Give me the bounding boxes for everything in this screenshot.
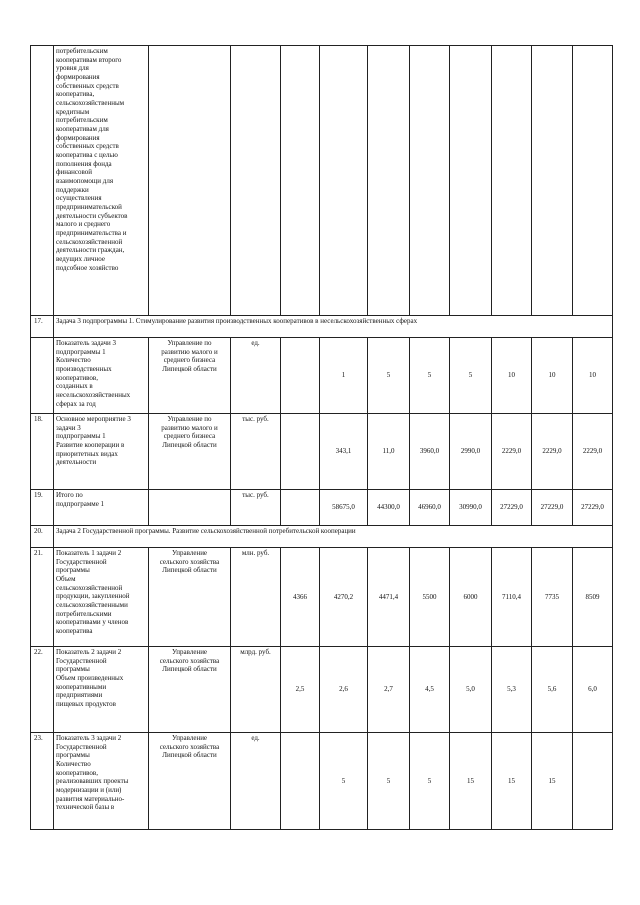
value-cell <box>410 46 450 316</box>
row-number: 17. <box>31 316 54 338</box>
value-cell: 2229,0 <box>532 414 573 490</box>
value-cell <box>573 46 613 316</box>
value-cell: 10 <box>573 338 613 414</box>
unit-of-measure: тыс. руб. <box>231 490 281 526</box>
unit-of-measure <box>231 46 281 316</box>
indicator-name: Итого по подпрограмме 1 <box>56 491 105 508</box>
responsible-cell <box>149 414 231 490</box>
value-cell: 5 <box>450 338 492 414</box>
row-number: 22. <box>31 647 54 733</box>
value-cell <box>281 338 320 414</box>
value-cell: 27229,0 <box>492 490 532 526</box>
value-cell: 10 <box>532 338 573 414</box>
indicator-name: Основное мероприятие 3 задачи 3 подпрограммы 1 Развитие кооперации в приоритетных видах деятельности <box>56 415 131 467</box>
value-cell: 15 <box>532 733 573 830</box>
row-number: 20. <box>31 526 54 548</box>
value-cell: 4471,4 <box>368 548 410 647</box>
value-cell: 7110,4 <box>492 548 532 647</box>
value-cell: 3960,0 <box>410 414 450 490</box>
responsible-cell <box>149 338 231 414</box>
value-cell: 5,0 <box>450 647 492 733</box>
indicator-name-cell <box>54 647 149 733</box>
value-cell: 1 <box>320 338 368 414</box>
indicator-name-cell <box>54 338 149 414</box>
indicator-name-cell <box>54 733 149 830</box>
table-row <box>31 548 613 647</box>
indicator-name-cell <box>54 548 149 647</box>
unit-of-measure: ед. <box>231 733 281 830</box>
value-cell: 8509 <box>573 548 613 647</box>
value-cell: 5,3 <box>492 647 532 733</box>
value-cell: 5500 <box>410 548 450 647</box>
responsible-cell <box>149 46 231 316</box>
row-number: 18. <box>31 414 54 490</box>
value-cell: 2229,0 <box>492 414 532 490</box>
value-cell <box>573 733 613 830</box>
value-cell <box>492 46 532 316</box>
value-cell: 58675,0 <box>320 490 368 526</box>
row-number: 23. <box>31 733 54 830</box>
value-cell: 2,6 <box>320 647 368 733</box>
value-cell <box>320 46 368 316</box>
row-number: 21. <box>31 548 54 647</box>
row-number <box>31 338 54 414</box>
section-title: Задача 2 Государственной программы. Развитие сельскохозяйственной потребительской кооперации <box>54 526 613 548</box>
value-cell: 2229,0 <box>573 414 613 490</box>
document-page <box>30 45 612 830</box>
value-cell: 4,5 <box>410 647 450 733</box>
indicator-name-cell <box>54 414 149 490</box>
value-cell: 5 <box>368 733 410 830</box>
value-cell: 2,5 <box>281 647 320 733</box>
value-cell: 343,1 <box>320 414 368 490</box>
table-row <box>31 733 613 830</box>
responsible-cell <box>149 490 231 526</box>
table-row <box>31 414 613 490</box>
indicator-name: Показатель 1 задачи 2 Государственной программы Объем сельскохозяйственной продукции, закупленной сельскохозяйственными потребительскими кооперативами у членов кооператива <box>56 549 130 636</box>
indicator-name: Показатель 2 задачи 2 Государственной программы Объем произведенных кооперативными предприятиями пищевых продуктов <box>56 648 124 709</box>
table-row <box>31 490 613 526</box>
value-cell: 5,6 <box>532 647 573 733</box>
table-row <box>31 338 613 414</box>
indicator-name-cell <box>54 490 149 526</box>
responsible-cell <box>149 733 231 830</box>
value-cell: 6000 <box>450 548 492 647</box>
row-number: 19. <box>31 490 54 526</box>
section-row <box>31 526 613 548</box>
value-cell: 6,0 <box>573 647 613 733</box>
indicator-name: потребительским кооперативам второго уровня для формирования собственных средств кооператива, сельскохозяйственным кредитным потребительским кооперативам для формирования собственных средств кооператива с целью пополнения фонда финансовой взаимопомощи для поддержки осуществления предпринимательской деятельности субъектов малого и среднего предпринимательства и сельскохозяйственной деятельности граждан, ведущих личное подсобное хозяйство <box>56 47 128 272</box>
value-cell: 2990,0 <box>450 414 492 490</box>
value-cell: 5 <box>368 338 410 414</box>
value-cell: 7735 <box>532 548 573 647</box>
responsible-cell <box>149 647 231 733</box>
value-cell: 30990,0 <box>450 490 492 526</box>
value-cell: 5 <box>320 733 368 830</box>
responsible-executor: Управление по развитию малого и среднего бизнеса Липецкой области <box>161 339 218 374</box>
value-cell: 4366 <box>281 548 320 647</box>
indicator-name: Показатель задачи 3 подпрограммы 1 Количество производственных кооперативов, созданных в несельскохозяйственных сферах за год <box>56 339 131 408</box>
table-row <box>31 647 613 733</box>
unit-of-measure: ед. <box>231 338 281 414</box>
value-cell: 4270,2 <box>320 548 368 647</box>
value-cell: 5 <box>410 338 450 414</box>
section-title: Задача 3 подпрограммы 1. Стимулирование развития производственных кооперативов в несельскохозяйственных сферах <box>54 316 613 338</box>
value-cell: 46960,0 <box>410 490 450 526</box>
unit-of-measure: млн. руб. <box>231 548 281 647</box>
unit-of-measure: тыс. руб. <box>231 414 281 490</box>
value-cell <box>281 414 320 490</box>
responsible-executor: Управление по развитию малого и среднего бизнеса Липецкой области <box>161 415 218 450</box>
responsible-executor: Управление сельского хозяйства Липецкой области <box>159 648 220 674</box>
value-cell <box>281 490 320 526</box>
value-cell: 5 <box>410 733 450 830</box>
value-cell: 2,7 <box>368 647 410 733</box>
value-cell: 15 <box>492 733 532 830</box>
value-cell: 44300,0 <box>368 490 410 526</box>
value-cell <box>368 46 410 316</box>
value-cell <box>281 733 320 830</box>
value-cell <box>450 46 492 316</box>
indicator-name-cell <box>54 46 149 316</box>
value-cell: 11,0 <box>368 414 410 490</box>
value-cell <box>532 46 573 316</box>
indicator-name: Показатель 3 задачи 2 Государственной программы Количество кооперативов, реализовавших проекты модернизации и (или) развития материально- технической базы в <box>56 734 129 812</box>
indicators-table <box>30 45 613 830</box>
value-cell: 15 <box>450 733 492 830</box>
value-cell: 10 <box>492 338 532 414</box>
responsible-executor: Управление сельского хозяйства Липецкой области <box>159 734 220 760</box>
unit-of-measure: млрд. руб. <box>231 647 281 733</box>
value-cell: 27229,0 <box>532 490 573 526</box>
section-row <box>31 316 613 338</box>
responsible-executor: Управление сельского хозяйства Липецкой области <box>159 549 220 575</box>
value-cell <box>281 46 320 316</box>
table-row <box>31 46 613 316</box>
row-number <box>31 46 54 316</box>
value-cell: 27229,0 <box>573 490 613 526</box>
responsible-cell <box>149 548 231 647</box>
